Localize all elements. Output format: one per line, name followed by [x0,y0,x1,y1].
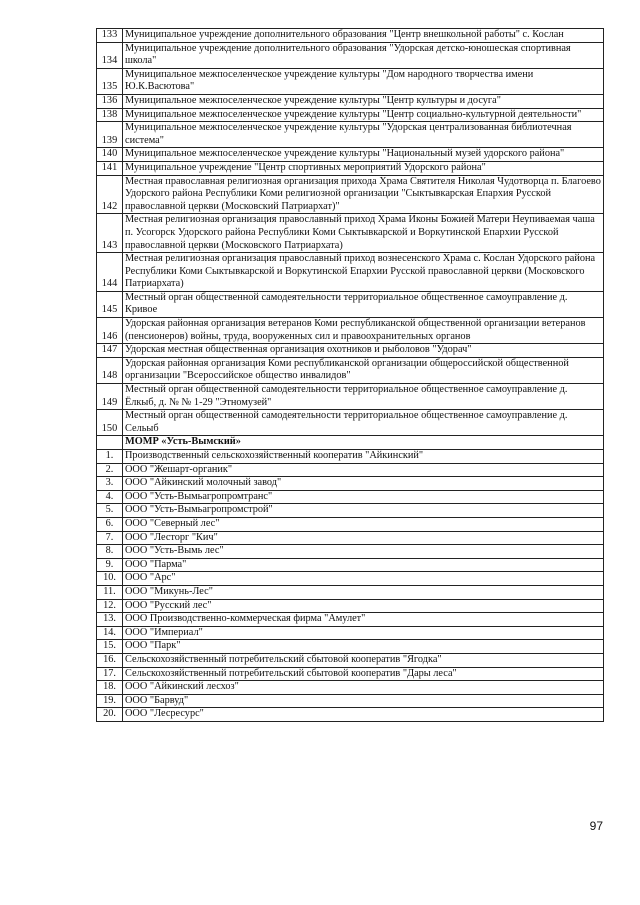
table-row [97,545,604,559]
organization-name: Местный орган общественной самодеятельности территориальное общественное самоуправление д. Ёлкыб, д. № № 1-29 "Этномузей" [123,384,604,410]
table-row [97,344,604,358]
organization-name: Муниципальное учреждение дополнительного образования "Центр внешкольной работы" с. Кослан [123,29,604,43]
row-number: 1. [97,450,123,464]
row-number: 3. [97,477,123,491]
table-row [97,558,604,572]
table-row [97,94,604,108]
organization-name: ООО "Микунь-Лес" [123,585,604,599]
table-row [97,504,604,518]
table-row [97,667,604,681]
organization-name: Местная православная религиозная организация прихода Храма Святителя Николая Чудотворца п. Благоево Удорского района Республики Коми религиозной организации "Сыктывкарская Епархия Русской православной церкви (Московский Патриархат)" [123,175,604,214]
organization-name: Муниципальное межпоселенческое учреждение культуры "Дом народного творчества имени Ю.К.Васютова" [123,68,604,94]
organization-name: ООО "Айкинский молочный завод" [123,477,604,491]
row-number: 147 [97,344,123,358]
row-number: 7. [97,531,123,545]
table-row [97,572,604,586]
row-number: 150 [97,410,123,436]
row-number: 149 [97,384,123,410]
table-row [97,450,604,464]
table-row [97,613,604,627]
table-row [97,68,604,94]
organization-name: Муниципальное учреждение дополнительного образования "Удорская детско-юношеская спортивная школа" [123,42,604,68]
row-number: 16. [97,653,123,667]
row-number: 5. [97,504,123,518]
row-number: 6. [97,517,123,531]
row-number: 139 [97,122,123,148]
row-number: 4. [97,490,123,504]
organization-name: ООО "Северный лес" [123,517,604,531]
table-row [97,175,604,214]
table-row [97,585,604,599]
table-row [97,148,604,162]
table-row [97,681,604,695]
table-row [97,108,604,122]
table-row [97,517,604,531]
table-row [97,253,604,292]
organization-name: ООО "Лесресурс" [123,708,604,722]
organization-name: Сельскохозяйственный потребительский сбытовой кооператив "Ягодка" [123,653,604,667]
table-row [97,29,604,43]
row-number: 136 [97,94,123,108]
table-row [97,318,604,344]
row-number: 144 [97,253,123,292]
table-row [97,708,604,722]
table-row [97,694,604,708]
row-number: 11. [97,585,123,599]
row-number: 14. [97,626,123,640]
organization-name: Муниципальное межпоселенческое учреждение культуры "Центр культуры и досуга" [123,94,604,108]
organization-name: Местный орган общественной самодеятельности территориальное общественное самоуправление д. Сельыб [123,410,604,436]
table-row [97,640,604,654]
row-number: 146 [97,318,123,344]
row-number: 15. [97,640,123,654]
organization-name: ООО "Жешарт-органик" [123,463,604,477]
organization-name: Местный орган общественной самодеятельности территориальное общественное самоуправление д. Кривое [123,291,604,317]
organizations-table [96,28,604,722]
organization-name: Производственный сельскохозяйственный кооператив "Айкинский" [123,450,604,464]
row-number: 9. [97,558,123,572]
organization-name: ООО "Империал" [123,626,604,640]
row-number: 145 [97,291,123,317]
table-row [97,42,604,68]
organization-name: Местная религиозная организация православный приход Храма Иконы Божией Матери Неупиваемая чаша п. Усогорск Удорского района Республики Коми Сыктывкарской и Воркутинской Епархии Русской православной церкви (Московского Патриархата) [123,214,604,253]
row-number: 2. [97,463,123,477]
section-title: МОМР «Усть-Вымский» [123,436,604,450]
organization-name: Муниципальное учреждение "Центр спортивных мероприятий Удорского района" [123,161,604,175]
row-number: 18. [97,681,123,695]
organization-name: Удорская районная организация ветеранов Коми республиканской общественной организации ветеранов (пенсионеров) войны, труда, вооруженных сил и правоохранительных органов [123,318,604,344]
organization-name: Муниципальное межпоселенческое учреждение культуры "Удорская централизованная библиотечная система" [123,122,604,148]
table-row [97,477,604,491]
table-row [97,384,604,410]
row-number: 20. [97,708,123,722]
section-header-row [97,436,604,450]
table-row [97,161,604,175]
row-number: 148 [97,357,123,383]
organization-name: Удорская районная организация Коми республиканской организации общероссийской общественной организации "Всероссийское общество инвалидов" [123,357,604,383]
organization-name: ООО "Парма" [123,558,604,572]
table-row [97,357,604,383]
organization-name: ООО "Усть-Вымьагропромстрой" [123,504,604,518]
organization-name: Муниципальное межпоселенческое учреждение культуры "Центр социально-культурной деятельности" [123,108,604,122]
organization-name: ООО "Барвуд" [123,694,604,708]
table-row [97,214,604,253]
page-number: 97 [589,819,603,833]
row-number: 135 [97,68,123,94]
table-row [97,599,604,613]
table-row [97,531,604,545]
organization-name: ООО "Русский лес" [123,599,604,613]
row-number: 143 [97,214,123,253]
row-number: 138 [97,108,123,122]
row-number [97,436,123,450]
row-number: 13. [97,613,123,627]
row-number: 8. [97,545,123,559]
organization-name: ООО "Айкинский лесхоз" [123,681,604,695]
row-number: 134 [97,42,123,68]
organization-name: Сельскохозяйственный потребительский сбытовой кооператив "Дары леса" [123,667,604,681]
row-number: 10. [97,572,123,586]
table-row [97,122,604,148]
table-row [97,653,604,667]
table-row [97,490,604,504]
organization-name: ООО "Лесторг "Кич" [123,531,604,545]
organization-name: Муниципальное межпоселенческое учреждение культуры "Национальный музей удорского района" [123,148,604,162]
row-number: 140 [97,148,123,162]
table-row [97,291,604,317]
row-number: 141 [97,161,123,175]
organization-name: ООО "Усть-Вымьагропромтранс" [123,490,604,504]
row-number: 133 [97,29,123,43]
organization-name: ООО Производственно-коммерческая фирма "Амулет" [123,613,604,627]
row-number: 12. [97,599,123,613]
row-number: 19. [97,694,123,708]
organization-name: ООО "Арс" [123,572,604,586]
row-number: 142 [97,175,123,214]
organization-name: ООО "Парк" [123,640,604,654]
table-row [97,410,604,436]
row-number: 17. [97,667,123,681]
organization-name: Удорская местная общественная организация охотников и рыболовов "Удорач" [123,344,604,358]
organizations-table-body [97,29,604,722]
table-row [97,626,604,640]
organization-name: Местная религиозная организация православный приход вознесенского Храма с. Кослан Удорского района Республики Коми Сыктывкарской и Воркутинской Епархии Русской православной церкви (Московского Патриархата) [123,253,604,292]
organization-name: ООО "Усть-Вымь лес" [123,545,604,559]
table-row [97,463,604,477]
